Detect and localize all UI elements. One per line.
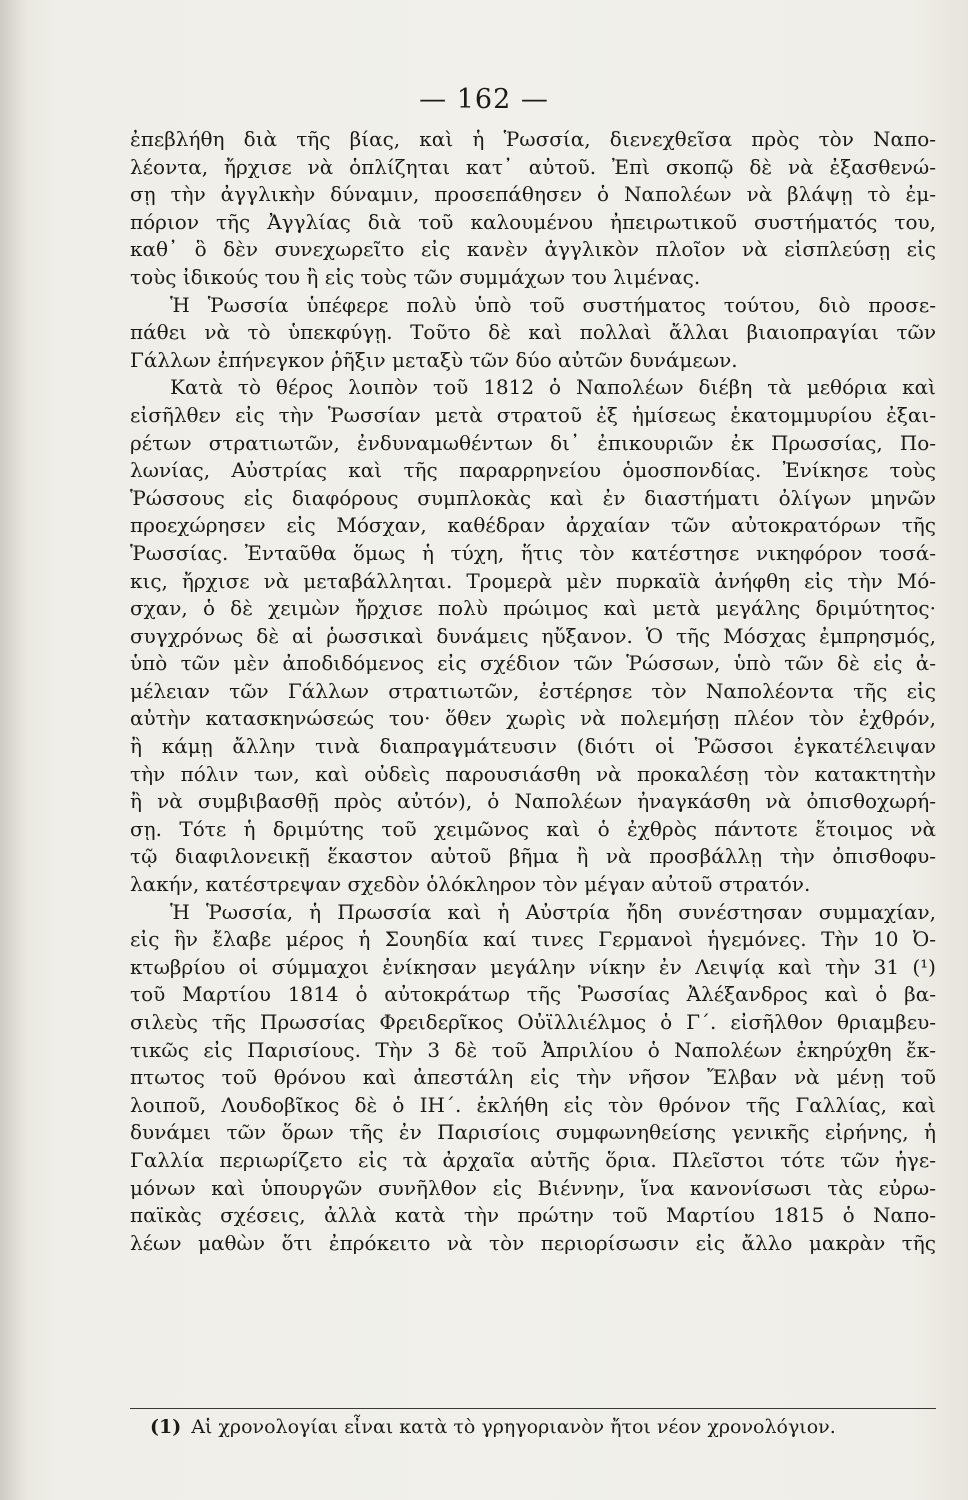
text-line: Κατὰ τὸ θέρος λοιπὸν τοῦ 1812 ὁ Ναπολέων διέβη τὰ μεθόρια καὶ (170, 375, 936, 400)
text-line: εἰς ἣν ἔλαβε μέρος ἡ Σουηδία καί τινες Γερμανοὶ ἡγεμόνες. Τὴν 10 Ὀ- (130, 927, 936, 952)
binding-shadow (0, 0, 26, 1500)
text-line: εἰσῆλθεν εἰς τὴν Ῥωσσίαν μετὰ στρατοῦ ἐξ ἡμίσεως ἑκατομμυρίου ἐξαι- (130, 402, 936, 427)
footnote-text: Αἱ χρονολογίαι εἶναι κατὰ τὸ γρηγοριανὸν ἤτοι νέον χρονολόγιον. (191, 1416, 836, 1438)
text-line: δυνάμει τῶν ὅρων τῆς ἐν Παρισίοις συμφωνηθείσης γενικῆς εἰρήνης, ἡ (130, 1120, 936, 1145)
body-text (130, 126, 936, 1257)
text-line: σχαν, ὁ δὲ χειμὼν ἤρχισε πολὺ πρώιμος καὶ μετὰ μεγάλης δριμύτητος· (130, 596, 936, 621)
text-line: αὐτὴν κατασκηνώσεώς του· ὅθεν χωρὶς νὰ πολεμήσῃ πλέον τὸν ἐχθρόν, (130, 706, 936, 731)
footnote-marker: (1) (150, 1416, 182, 1438)
text-line: λέων μαθὼν ὅτι ἐπρόκειτο νὰ τὸν περιορίσωσιν εἰς ἄλλο μακρὰν τῆς (130, 1230, 936, 1255)
text-line: παϊκὰς σχέσεις, ἀλλὰ κατὰ τὴν πρώτην τοῦ Μαρτίου 1815 ὁ Ναπο- (130, 1203, 936, 1228)
text-line: πόριον τῆς Ἀγγλίας διὰ τοῦ καλουμένου ἠπειρωτικοῦ συστήματός του, (130, 209, 936, 234)
text-line: πτωτος τοῦ θρόνου καὶ ἀπεστάλη εἰς τὴν νῆσον Ἔλβαν νὰ μένῃ τοῦ (130, 1065, 936, 1090)
text-line: λοιποῦ, Λουδοβῖκος δὲ ὁ ΙΗ΄. ἐκλήθη εἰς τὸν θρόνον τῆς Γαλλίας, καὶ (130, 1092, 936, 1117)
text-line: κις, ἤρχισε νὰ μεταβάλληται. Τρομερὰ μὲν πυρκαϊὰ ἀνήφθη εἰς τὴν Μό- (130, 568, 936, 593)
text-line: Ἡ Ῥωσσία, ἡ Πρωσσία καὶ ἡ Αὐστρία ἤδη συνέστησαν συμμαχίαν, (170, 899, 936, 924)
text-line: ἐπεβλήθη διὰ τῆς βίας, καὶ ἡ Ῥωσσία, διενεχθεῖσα πρὸς τὸν Ναπο- (130, 127, 936, 151)
text-line: λακήν, κατέστρεψαν σχεδὸν ὁλόκληρον τὸν μέγαν αὐτοῦ στρατόν. (130, 872, 811, 897)
text-line: ρέτων στρατιωτῶν, ἐνδυναμωθέντων δι᾽ ἐπικουριῶν ἐκ Πρωσσίας, Πο- (130, 430, 936, 455)
footnote (150, 1414, 936, 1440)
text-line: σῃ τὴν ἀγγλικὴν δύναμιν, προσεπάθησεν ὁ Ναπολέων νὰ βλάψῃ τὸ ἐμ- (130, 182, 936, 207)
text-line: προεχώρησεν εἰς Μόσχαν, καθέδραν ἀρχαίαν τῶν αὐτοκρατόρων τῆς (130, 513, 936, 538)
text-line: μέλειαν τῶν Γάλλων στρατιωτῶν, ἐστέρησε τὸν Ναπολέοντα τῆς εἰς (130, 678, 936, 703)
text-line: κτωβρίου οἱ σύμμαχοι ἐνίκησαν μεγάλην νίκην ἐν Λειψίᾳ καὶ τὴν 31 (¹) (130, 954, 936, 979)
text-line: Ῥώσσους εἰς διαφόρους συμπλοκὰς καὶ ἐν διαστήματι ὀλίγων μηνῶν (130, 485, 936, 510)
text-line: μόνων καὶ ὑπουργῶν συνῆλθον εἰς Βιέννην, ἵνα κανονίσωσι τὰς εὐρω- (130, 1175, 936, 1200)
page-number: — 162 — (419, 84, 549, 115)
text-line: λέοντα, ἤρχισε νὰ ὁπλίζηται κατ᾽ αὐτοῦ. Ἐπὶ σκοπῷ δὲ νὰ ἐξασθενώ- (130, 154, 936, 179)
text-line: πάθει νὰ τὸ ὑπεκφύγῃ. Τοῦτο δὲ καὶ πολλαὶ ἄλλαι βιαιοπραγίαι τῶν (130, 320, 936, 345)
text-line: τικῶς εἰς Παρισίους. Τὴν 3 δὲ τοῦ Ἀπριλίου ὁ Ναπολέων ἐκηρύχθη ἔκ- (130, 1037, 936, 1062)
text-line: τοὺς ἰδικούς του ἢ εἰς τοὺς τῶν συμμάχων του λιμένας. (130, 264, 701, 289)
text-line: τὴν πόλιν των, καὶ οὐδεὶς παρουσιάσθη νὰ προκαλέσῃ τὸν κατακτητὴν (130, 761, 936, 786)
text-line: συγχρόνως δὲ αἱ ῥωσσικαὶ δυνάμεις ηὔξανον. Ὁ τῆς Μόσχας ἐμπρησμός, (130, 623, 936, 648)
text-line: Γάλλων ἐπήνεγκον ῥῆξιν μεταξὺ τῶν δύο αὐτῶν δυνάμεων. (130, 347, 738, 372)
text-line: τοῦ Μαρτίου 1814 ὁ αὐτοκράτωρ τῆς Ῥωσσίας Ἀλέξανδρος καὶ ὁ βα- (130, 982, 936, 1007)
footnote-divider (130, 1408, 936, 1409)
text-line: καθ᾽ ὃ δὲν συνεχωρεῖτο εἰς κανὲν ἀγγλικὸν πλοῖον νὰ εἰσπλεύσῃ εἰς (130, 237, 936, 262)
text-line: λωνίας, Αὐστρίας καὶ τῆς παραρρηνείου ὁμοσπονδίας. Ἐνίκησε τοὺς (130, 458, 936, 483)
text-line: σιλεὺς τῆς Πρωσσίας Φρειδερῖκος Οὐϊλλιέλμος ὁ Γ΄. εἰσῆλθον θριαμβευ- (130, 1010, 936, 1034)
text-line: σῃ. Τότε ἡ δριμύτης τοῦ χειμῶνος καὶ ὁ ἐχθρὸς πάντοτε ἕτοιμος νὰ (130, 816, 936, 841)
text-line: Ἡ Ῥωσσία ὑπέφερε πολὺ ὑπὸ τοῦ συστήματος τούτου, διὸ προσε- (170, 292, 936, 317)
text-line: τῷ διαφιλονεικῇ ἕκαστον αὐτοῦ βῆμα ἢ νὰ προσβάλλῃ τὴν ὀπισθοφυ- (130, 844, 936, 869)
text-line: Ῥωσσίας. Ἐνταῦθα ὅμως ἡ τύχη, ἥτις τὸν κατέστησε νικηφόρον τοσά- (130, 540, 936, 565)
text-line: Γαλλία περιωρίζετο εἰς τὰ ἀρχαῖα αὐτῆς ὅρια. Πλεῖστοι τότε τῶν ἡγε- (130, 1147, 936, 1172)
text-line: ὑπὸ τῶν μὲν ἀποδιδόμενος εἰς σχέδιον τῶν Ῥώσσων, ὑπὸ τῶν δὲ εἰς ἀ- (130, 651, 936, 676)
text-line: ἢ νὰ συμβιβασθῇ πρὸς αὐτόν), ὁ Ναπολέων ἠναγκάσθη νὰ ὀπισθοχωρή- (130, 789, 936, 814)
text-line: ἢ κάμῃ ἄλλην τινὰ διαπραγμάτευσιν (διότι οἱ Ῥῶσσοι ἐγκατέλειψαν (130, 734, 936, 759)
